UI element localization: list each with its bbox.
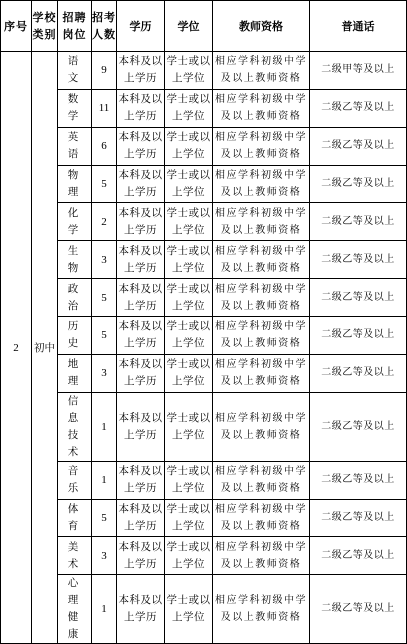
count-cell: 5 xyxy=(92,317,117,355)
degree-cell: 学士或以上学位 xyxy=(165,241,213,279)
table-row xyxy=(1,127,407,165)
mandarin-cell: 二级乙等及以上 xyxy=(310,165,407,203)
table-row xyxy=(1,461,407,499)
teacher-qual-cell: 相应学科初级中学及以上教师资格 xyxy=(213,575,310,644)
post-cell: 信息技术 xyxy=(58,392,92,461)
mandarin-cell: 二级乙等及以上 xyxy=(310,392,407,461)
post-cell: 音乐 xyxy=(58,461,92,499)
mandarin-cell: 二级乙等及以上 xyxy=(310,575,407,644)
mandarin-cell: 二级乙等及以上 xyxy=(310,241,407,279)
group-seq: 2 xyxy=(1,52,32,644)
education-cell: 本科及以上学历 xyxy=(117,127,165,165)
header-mandarin: 普通话 xyxy=(310,1,407,52)
post-cell: 生物 xyxy=(58,241,92,279)
degree-cell: 学士或以上学位 xyxy=(165,499,213,537)
education-cell: 本科及以上学历 xyxy=(117,317,165,355)
degree-cell: 学士或以上学位 xyxy=(165,89,213,127)
count-cell: 6 xyxy=(92,127,117,165)
degree-cell: 学士或以上学位 xyxy=(165,537,213,575)
table-row xyxy=(1,241,407,279)
table-body xyxy=(1,52,407,644)
degree-cell: 学士或以上学位 xyxy=(165,203,213,241)
post-cell: 历史 xyxy=(58,317,92,355)
education-cell: 本科及以上学历 xyxy=(117,354,165,392)
count-cell: 3 xyxy=(92,354,117,392)
count-cell: 3 xyxy=(92,537,117,575)
teacher-qual-cell: 相应学科初级中学及以上教师资格 xyxy=(213,165,310,203)
degree-cell: 学士或以上学位 xyxy=(165,354,213,392)
post-cell: 心理健康 xyxy=(58,575,92,644)
degree-cell: 学士或以上学位 xyxy=(165,52,213,90)
count-cell: 5 xyxy=(92,499,117,537)
mandarin-cell: 二级乙等及以上 xyxy=(310,461,407,499)
education-cell: 本科及以上学历 xyxy=(117,392,165,461)
table-row xyxy=(1,203,407,241)
mandarin-cell: 二级乙等及以上 xyxy=(310,279,407,317)
count-cell: 5 xyxy=(92,279,117,317)
teacher-qual-cell: 相应学科初级中学及以上教师资格 xyxy=(213,392,310,461)
education-cell: 本科及以上学历 xyxy=(117,279,165,317)
teacher-qual-cell: 相应学科初级中学及以上教师资格 xyxy=(213,499,310,537)
table-row xyxy=(1,537,407,575)
table-row xyxy=(1,499,407,537)
post-cell: 英语 xyxy=(58,127,92,165)
post-cell: 物理 xyxy=(58,165,92,203)
count-cell: 3 xyxy=(92,241,117,279)
mandarin-cell: 二级乙等及以上 xyxy=(310,317,407,355)
teacher-qual-cell: 相应学科初级中学及以上教师资格 xyxy=(213,241,310,279)
post-cell: 数学 xyxy=(58,89,92,127)
header-count: 招考人数 xyxy=(92,1,117,52)
mandarin-cell: 二级乙等及以上 xyxy=(310,537,407,575)
education-cell: 本科及以上学历 xyxy=(117,52,165,90)
post-cell: 地理 xyxy=(58,354,92,392)
count-cell: 2 xyxy=(92,203,117,241)
degree-cell: 学士或以上学位 xyxy=(165,317,213,355)
count-cell: 5 xyxy=(92,165,117,203)
header-row xyxy=(1,1,407,52)
table-row xyxy=(1,89,407,127)
education-cell: 本科及以上学历 xyxy=(117,575,165,644)
mandarin-cell: 二级乙等及以上 xyxy=(310,354,407,392)
count-cell: 1 xyxy=(92,575,117,644)
post-cell: 体育 xyxy=(58,499,92,537)
degree-cell: 学士或以上学位 xyxy=(165,165,213,203)
degree-cell: 学士或以上学位 xyxy=(165,127,213,165)
teacher-qual-cell: 相应学科初级中学及以上教师资格 xyxy=(213,52,310,90)
table-row xyxy=(1,392,407,461)
teacher-qual-cell: 相应学科初级中学及以上教师资格 xyxy=(213,127,310,165)
count-cell: 1 xyxy=(92,392,117,461)
teacher-qual-cell: 相应学科初级中学及以上教师资格 xyxy=(213,317,310,355)
mandarin-cell: 二级甲等及以上 xyxy=(310,52,407,90)
education-cell: 本科及以上学历 xyxy=(117,499,165,537)
header-school-type: 学校类别 xyxy=(32,1,58,52)
education-cell: 本科及以上学历 xyxy=(117,537,165,575)
post-cell: 语文 xyxy=(58,52,92,90)
mandarin-cell: 二级乙等及以上 xyxy=(310,499,407,537)
teacher-qual-cell: 相应学科初级中学及以上教师资格 xyxy=(213,279,310,317)
teacher-qual-cell: 相应学科初级中学及以上教师资格 xyxy=(213,89,310,127)
count-cell: 9 xyxy=(92,52,117,90)
table-row xyxy=(1,279,407,317)
education-cell: 本科及以上学历 xyxy=(117,165,165,203)
teacher-qual-cell: 相应学科初级中学及以上教师资格 xyxy=(213,203,310,241)
post-cell: 美术 xyxy=(58,537,92,575)
teacher-qual-cell: 相应学科初级中学及以上教师资格 xyxy=(213,537,310,575)
mandarin-cell: 二级乙等及以上 xyxy=(310,89,407,127)
header-teacher-qual: 教师资格 xyxy=(213,1,310,52)
education-cell: 本科及以上学历 xyxy=(117,461,165,499)
count-cell: 1 xyxy=(92,461,117,499)
header-post: 招聘岗位 xyxy=(58,1,92,52)
table-row xyxy=(1,575,407,644)
mandarin-cell: 二级乙等及以上 xyxy=(310,127,407,165)
education-cell: 本科及以上学历 xyxy=(117,241,165,279)
header-seq: 序号 xyxy=(1,1,32,52)
teacher-qual-cell: 相应学科初级中学及以上教师资格 xyxy=(213,354,310,392)
group-school-type: 初中 xyxy=(32,52,58,644)
post-cell: 政治 xyxy=(58,279,92,317)
degree-cell: 学士或以上学位 xyxy=(165,392,213,461)
post-cell: 化学 xyxy=(58,203,92,241)
mandarin-cell: 二级乙等及以上 xyxy=(310,203,407,241)
education-cell: 本科及以上学历 xyxy=(117,89,165,127)
degree-cell: 学士或以上学位 xyxy=(165,575,213,644)
header-education: 学历 xyxy=(117,1,165,52)
table-row xyxy=(1,354,407,392)
table-row xyxy=(1,52,407,90)
table-row xyxy=(1,165,407,203)
education-cell: 本科及以上学历 xyxy=(117,203,165,241)
degree-cell: 学士或以上学位 xyxy=(165,461,213,499)
degree-cell: 学士或以上学位 xyxy=(165,279,213,317)
header-degree: 学位 xyxy=(165,1,213,52)
table-row xyxy=(1,317,407,355)
teacher-qual-cell: 相应学科初级中学及以上教师资格 xyxy=(213,461,310,499)
count-cell: 11 xyxy=(92,89,117,127)
